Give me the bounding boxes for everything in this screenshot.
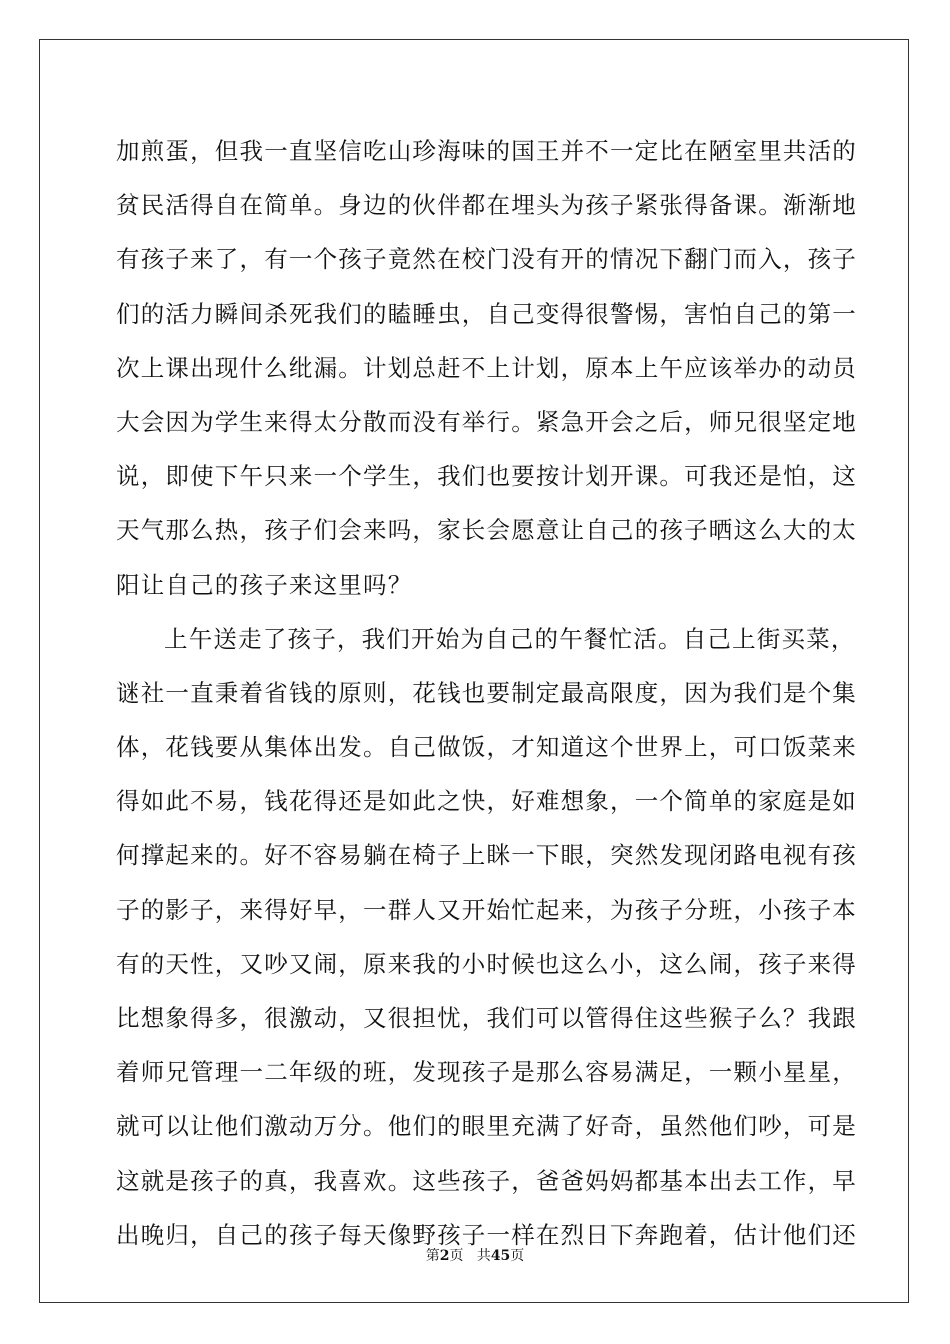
- text-line: 阳让自己的孩子来这里吗？: [116, 570, 413, 599]
- text-line: 贫民活得自在简单。身边的伙伴都在埋头为孩子紧张得备课。渐渐地: [116, 191, 857, 220]
- text-line: 着师兄管理一二年级的班，发现孩子是那么容易满足，一颗小星星，: [116, 1058, 857, 1087]
- text-line: 大会因为学生来得太分散而没有举行。紧急开会之后，师兄很坚定地: [116, 407, 857, 436]
- text-line: 加煎蛋，但我一直坚信吃山珍海味的国王并不一定比在陋室里共活的: [116, 137, 857, 165]
- text-line: 有孩子来了，有一个孩子竟然在校门没有开的情况下翻门而入，孩子: [116, 245, 857, 274]
- text-line: 有的天性，又吵又闹，原来我的小时候也这么小，这么闹，孩子来得: [116, 949, 857, 978]
- paragraph-first-line: 上午送走了孩子，我们开始为自己的午餐忙活。自己上街买菜，: [164, 624, 856, 653]
- text-line: 这就是孩子的真，我喜欢。这些孩子，爸爸妈妈都基本出去工作，早: [116, 1166, 857, 1195]
- document-body: [116, 124, 857, 1262]
- text-line: 比想象得多，很激动，又很担忧，我们可以管得住这些猴子么？我跟: [116, 1004, 857, 1032]
- page-prefix: 第: [425, 1248, 440, 1264]
- text-line: 天气那么热，孩子们会来吗，家长会愿意让自己的孩子晒这么大的太: [116, 516, 857, 545]
- text-line: 次上课出现什么纰漏。计划总赶不上计划，原本上午应该举办的动员: [116, 353, 857, 382]
- page-footer: [0, 1246, 950, 1266]
- text-line: 出晚归，自己的孩子每天像野孩子一样在烈日下奔跑着，估计他们还: [116, 1220, 857, 1249]
- total-suffix: 页: [510, 1248, 525, 1264]
- page-suffix: 页: [449, 1248, 464, 1264]
- text-line: 说，即使下午只来一个学生，我们也要按计划开课。可我还是怕，这: [116, 462, 857, 491]
- page-number: 2: [439, 1248, 450, 1264]
- text-line: 们的活力瞬间杀死我们的瞌睡虫，自己变得很警惕，害怕自己的第一: [116, 299, 857, 328]
- text-line: 谜社一直秉着省钱的原则，花钱也要制定最高限度，因为我们是个集: [116, 678, 857, 707]
- text-line: 就可以让他们激动万分。他们的眼里充满了好奇，虽然他们吵，可是: [116, 1112, 857, 1141]
- text-line: 体，花钱要从集体出发。自己做饭，才知道这个世界上，可口饭菜来: [116, 733, 857, 762]
- text-line: 何撑起来的。好不容易躺在椅子上眯一下眼，突然发现闭路电视有孩: [116, 841, 857, 870]
- text-line: 得如此不易，钱花得还是如此之快，好难想象，一个简单的家庭是如: [116, 787, 857, 816]
- total-prefix: 共: [476, 1248, 491, 1264]
- text-line: 子的影子，来得好早，一群人又开始忙起来，为孩子分班，小孩子本: [116, 895, 857, 924]
- total-pages: 45: [490, 1248, 511, 1264]
